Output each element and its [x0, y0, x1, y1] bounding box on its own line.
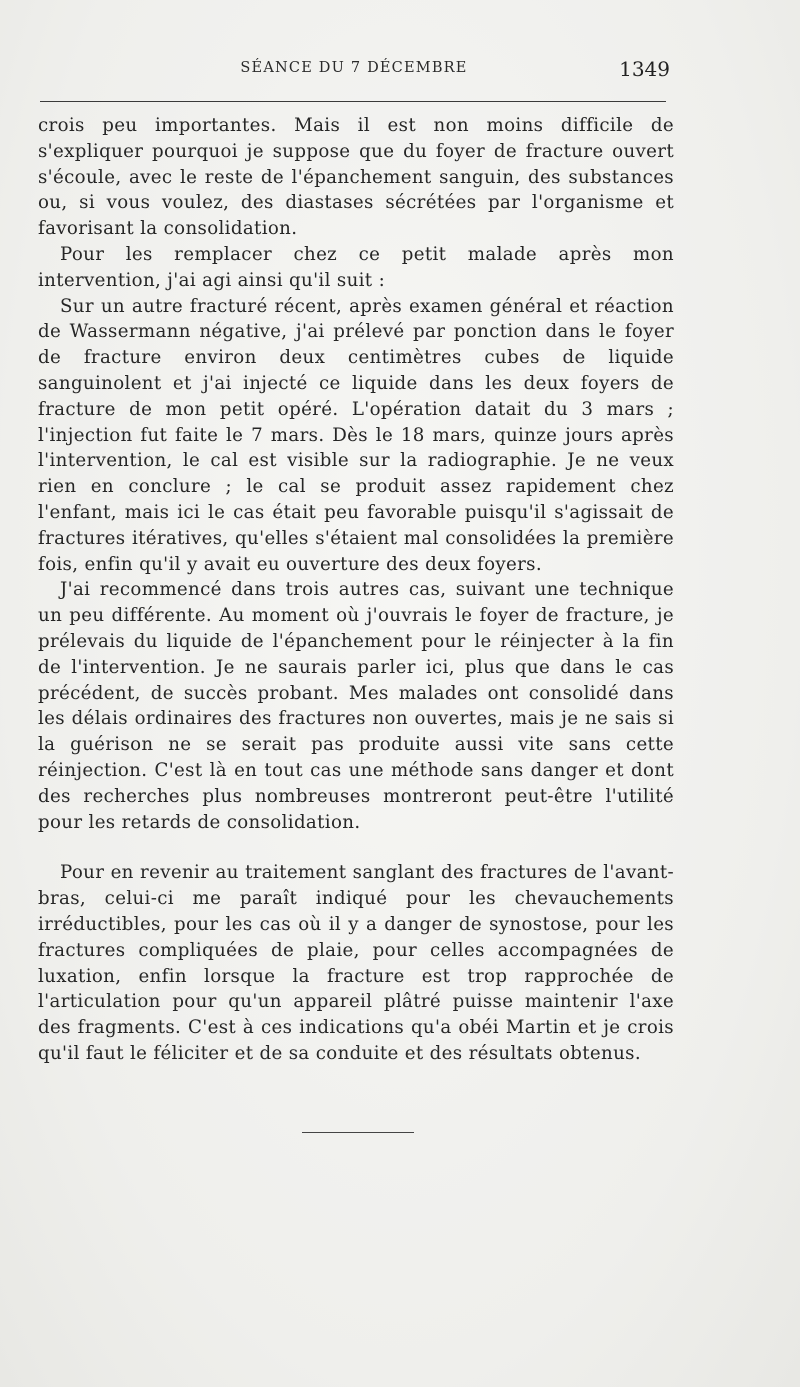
section-end-rule — [302, 1132, 414, 1133]
paragraph: Pour en revenir au traitement sanglant des fractures de l'avant-bras, celui-ci me paraît indiqué pour les chevauchements irréductibles, pour les cas où il y a danger de synostose, pour les fractures compliquées de plaie, pour celles accompagnées de luxation, enfin lorsque la fracture est trop rapprochée de l'articulation pour qu'un appareil plâtré puisse maintenir l'axe des fragments. C'est à ces indications qu'a obéi Martin et je crois qu'il faut le féliciter et de sa conduite et des résultats obtenus. — [38, 862, 674, 1064]
header-title: SÉANCE DU 7 DÉCEMBRE — [240, 60, 468, 76]
paragraph-continuation: crois peu importantes. Mais il est non moins difficile de s'expliquer pourquoi je suppose que du foyer de fracture ouvert s'écoule, avec le reste de l'épanchement sanguin, des substances ou, si vous voulez, des diastases sécrétées par l'organisme et favorisant la consolidation. — [38, 115, 674, 240]
header-rule — [40, 101, 666, 102]
running-header — [38, 57, 670, 84]
paragraph: Sur un autre fracturé récent, après examen général et réaction de Wassermann négative, j'ai prélevé par ponction dans le foyer de fracture environ deux centimètres cubes de liquide sanguinolent et j'ai injecté ce liquide dans les deux foyers de fracture de mon petit opéré. L'opération datait du 3 mars ; l'injection fut faite le 7 mars. Dès le 18 mars, quinze jours après l'intervention, le cal est visible sur la radiographie. Je ne veux rien en conclure ; le cal se produit assez rapidement chez l'enfant, mais ici le cas était peu favorable puisqu'il s'agissait de fractures itératives, qu'elles s'étaient mal consolidées la première fois, enfin qu'il y avait eu ouverture des deux foyers. — [38, 295, 674, 575]
paragraph: Pour les remplacer chez ce petit malade après mon intervention, j'ai agi ainsi qu'il suit : — [38, 243, 674, 291]
paragraph: J'ai recommencé dans trois autres cas, suivant une technique un peu différente. Au moment où j'ouvrais le foyer de fracture, je prélevais du liquide de l'épanchement pour le réinjecter à la fin de l'intervention. Je ne saurais parler ici, plus que dans le cas précédent, de succès probant. Mes malades ont consolidé dans les délais ordinaires des fractures non ouvertes, mais je ne sais si la guérison ne se serait pas produite aussi vite sans cette réinjection. C'est là en tout cas une méthode sans danger et dont des recherches plus nombreuses montreront peut-être l'utilité pour les retards de consolidation. — [38, 579, 674, 833]
page-number: 1349 — [619, 57, 670, 81]
body-text — [38, 113, 674, 1067]
